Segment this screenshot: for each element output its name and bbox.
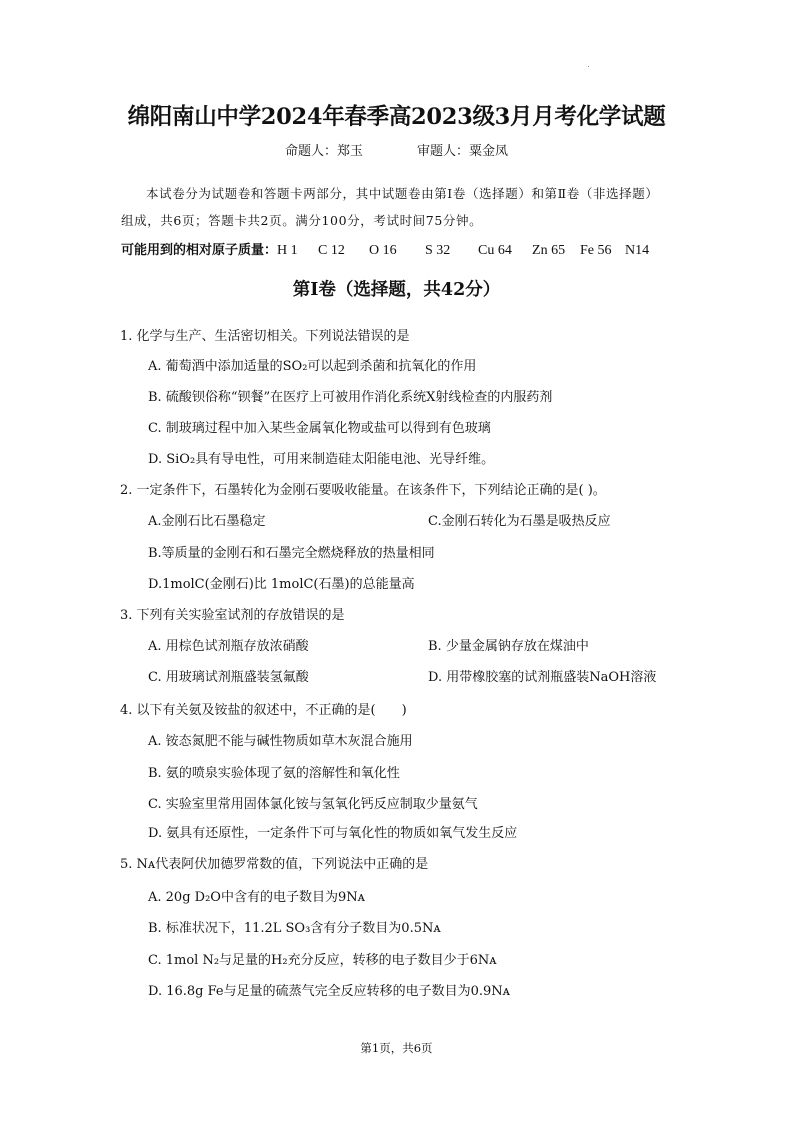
atomic-mass-item: S 32 [425,243,451,258]
question-stem: 1. 化学与生产、生活密切相关。下列说法错误的是 [120,329,410,344]
question-option: C. 1mol N₂与足量的H₂充分反应，转移的电子数目少于6Nᴀ [148,953,497,968]
question-option: B.等质量的金刚石和石墨完全燃烧释放的热量相同 [148,546,435,561]
atomic-mass-item: O 16 [369,243,397,258]
question-stem: 5. Nᴀ代表阿伏加德罗常数的值，下列说法中正确的是 [120,857,429,872]
question-option: D. 16.8g Fe与足量的硫蒸气完全反应转移的电子数目为0.9Nᴀ [148,984,511,999]
question-option: C. 实验室里常用固体氯化铵与氢氧化钙反应制取少量氨气 [148,797,478,812]
exam-title: 绵阳南山中学2024年春季高2023级3月月考化学试题 [127,104,666,130]
question-stem: 2. 一定条件下，石墨转化为金刚石要吸收能量。在该条件下，下列结论正确的是( )。 [120,483,606,498]
atomic-mass-item: C 12 [318,243,345,258]
question-option: D. SiO₂具有导电性，可用来制造硅太阳能电池、光导纤维。 [148,452,495,467]
question-option: A.金刚石比石墨稳定 [148,514,266,529]
question-option: C. 制玻璃过程中加入某些金属氧化物或盐可以得到有色玻璃 [148,421,491,436]
atomic-masses [121,239,649,259]
question-option: C.金刚石转化为石墨是吸热反应 [428,514,611,529]
authors-line [0,140,793,159]
author-label: 命题人：郑玉 [284,144,363,159]
page-footer: 第1页，共6页 [360,1041,433,1055]
question-option: A. 葡萄酒中添加适量的SO₂可以起到杀菌和抗氧化的作用 [148,359,477,374]
atomic-mass-item: Fe 56 [580,243,612,258]
question-option: D. 氨具有还原性，一定条件下可与氧化性的物质如氧气发生反应 [148,826,518,841]
question-option: A. 用棕色试剂瓶存放浓硝酸 [148,639,309,654]
atomic-mass-item: Zn 65 [532,243,566,258]
atomic-mass-item: N14 [625,243,650,258]
question-option: B. 少量金属钠存放在煤油中 [428,639,589,654]
scan-speck [588,66,589,67]
question-option: C. 用玻璃试剂瓶盛装氢氟酸 [148,670,309,685]
question-option: B. 硫酸钡俗称“钡餐”在医疗上可被用作消化系统X射线检查的内服药剂 [148,390,553,405]
intro-line-2: 组成，共6页；答题卡共2页。满分100分，考试时间75分钟。 [121,213,483,228]
question-stem: 4. 以下有关氨及铵盐的叙述中，不正确的是( ) [120,703,407,718]
atomic-masses-label: 可能用到的相对原子质量： [121,243,278,258]
reviewer-label: 审题人：粟金凤 [417,144,509,159]
question-option: B. 氨的喷泉实验体现了氨的溶解性和氧化性 [148,766,400,781]
question-option: B. 标准状况下，11.2L SO₃含有分子数目为0.5Nᴀ [148,921,441,936]
atomic-mass-item: H 1 [277,243,298,258]
question-option: A. 铵态氮肥不能与碱性物质如草木灰混合施用 [148,734,413,749]
section-title: 第Ⅰ卷（选择题，共42分） [292,280,501,300]
question-option: D. 用带橡胶塞的试剂瓶盛装NaOH溶液 [428,670,657,685]
question-option: A. 20g D₂O中含有的电子数目为9Nᴀ [148,890,365,905]
question-option: D.1molC(金刚石)比 1molC(石墨)的总能量高 [148,577,415,592]
intro-line-1: 本试卷分为试题卷和答题卡两部分，其中试题卷由第Ⅰ卷（选择题）和第Ⅱ卷（非选择题） [146,186,659,201]
atomic-mass-item: Cu 64 [478,243,512,258]
question-stem: 3. 下列有关实验室试剂的存放错误的是 [120,608,345,623]
